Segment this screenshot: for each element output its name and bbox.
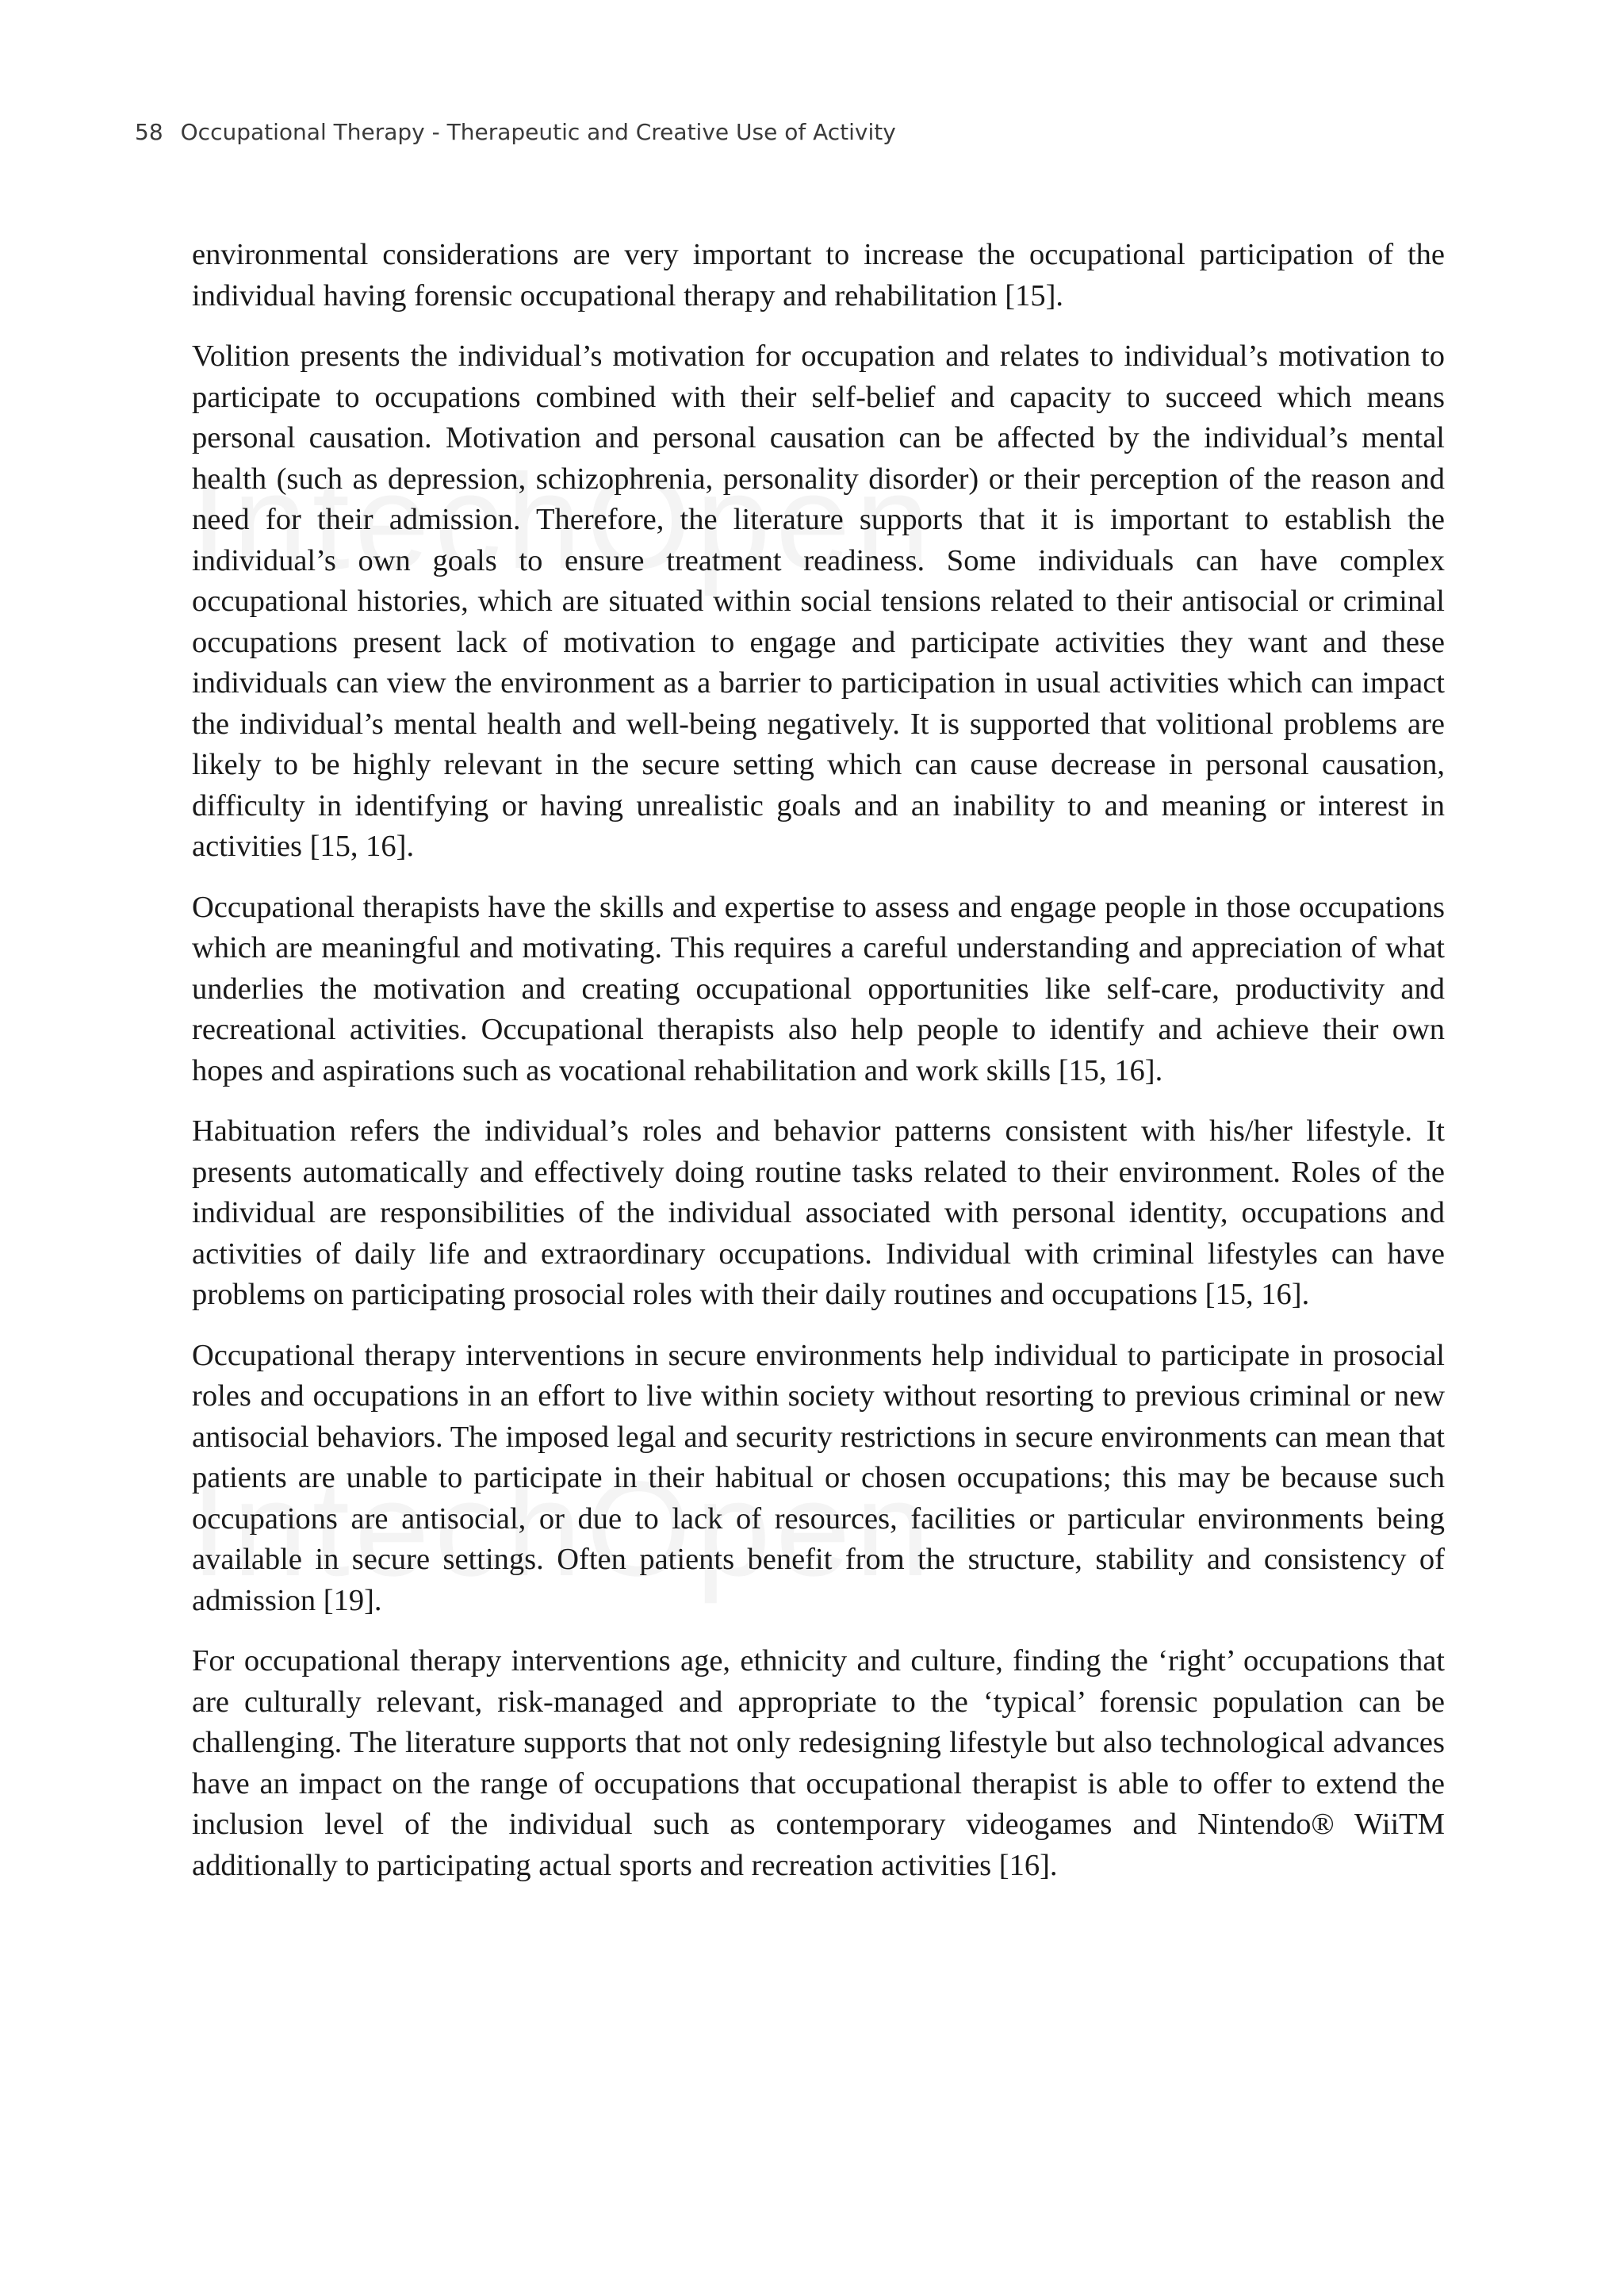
page-number: 58 — [135, 119, 163, 145]
paragraph: For occupational therapy interventions age, ethnicity and culture, finding the ‘right’ occupations that are culturally relevant, risk-managed and appropriate to the ‘typical’ forensic population can be challenging. The literature supports that not only redesigning lifestyle but also technological advances have an impact on the range of occupations that occupational therapist is able to offer to extend the inclusion level of the individual such as contemporary videogames and Nintendo® WiiTM additionally to participating actual sports and recreation activities [16]. — [192, 1644, 1445, 1882]
paragraph: Volition presents the individual’s motivation for occupation and relates to individual’s motivation to participate to occupations combined with their self-belief and capacity to succeed which means personal causation. Motivation and personal causation can be affected by the individual’s mental health (such as depression, schizophrenia, personality disorder) or their perception of the reason and need for their admission. Therefore, the literature supports that it is important to establish the individual’s own goals to ensure treatment readiness. Some individuals can have complex occupational histories, which are situated within social tensions related to their antisocial or criminal occupations present lack of motivation to engage and participate activities they want and these individuals can view the environment as a barrier to participation in usual activities which can impact the individual’s mental health and well-being negatively. It is supported that volitional problems are likely to be highly relevant in the secure setting which can cause decrease in personal causation, difficulty in identifying or having unrealistic goals and an inability to and meaning or interest in activities [15, 16]. — [192, 339, 1445, 863]
paragraph: Occupational therapists have the skills and expertise to assess and engage people in those occupations which are meaningful and motivating. This requires a careful understanding and appreciation of what underlies the motivation and creating occupational opportunities like self-care, productivity and recreational activities. Occupational therapists also help people to identify and achieve their own hopes and aspirations such as vocational rehabilitation and work skills [15, 16]. — [192, 890, 1445, 1087]
running-header — [135, 119, 896, 145]
body-text — [192, 235, 1445, 1906]
paragraph: environmental considerations are very important to increase the occupational participation of the individual having forensic occupational therapy and rehabilitation [15]. — [192, 238, 1445, 313]
paragraph: Habituation refers the individual’s roles and behavior patterns consistent with his/her lifestyle. It presents automatically and effectively doing routine tasks related to their environment. Roles of the individual are responsibilities of the individual associated with personal identity, occupations and activities of daily life and extraordinary occupations. Individual with criminal lifestyles can have problems on participating prosocial roles with their daily routines and occupations [15, 16]. — [192, 1114, 1445, 1311]
running-title: Occupational Therapy - Therapeutic and Creative Use of Activity — [180, 119, 896, 145]
paragraph: Occupational therapy interventions in secure environments help individual to participate in prosocial roles and occupations in an effort to live within society without resorting to previous criminal or new antisocial behaviors. The imposed legal and security restrictions in secure environments can mean that patients are unable to participate in their habitual or chosen occupations; this may be because such occupations are antisocial, or due to lack of resources, facilities or particular environments being available in secure settings. Often patients benefit from the structure, stability and consistency of admission [19]. — [192, 1338, 1445, 1617]
